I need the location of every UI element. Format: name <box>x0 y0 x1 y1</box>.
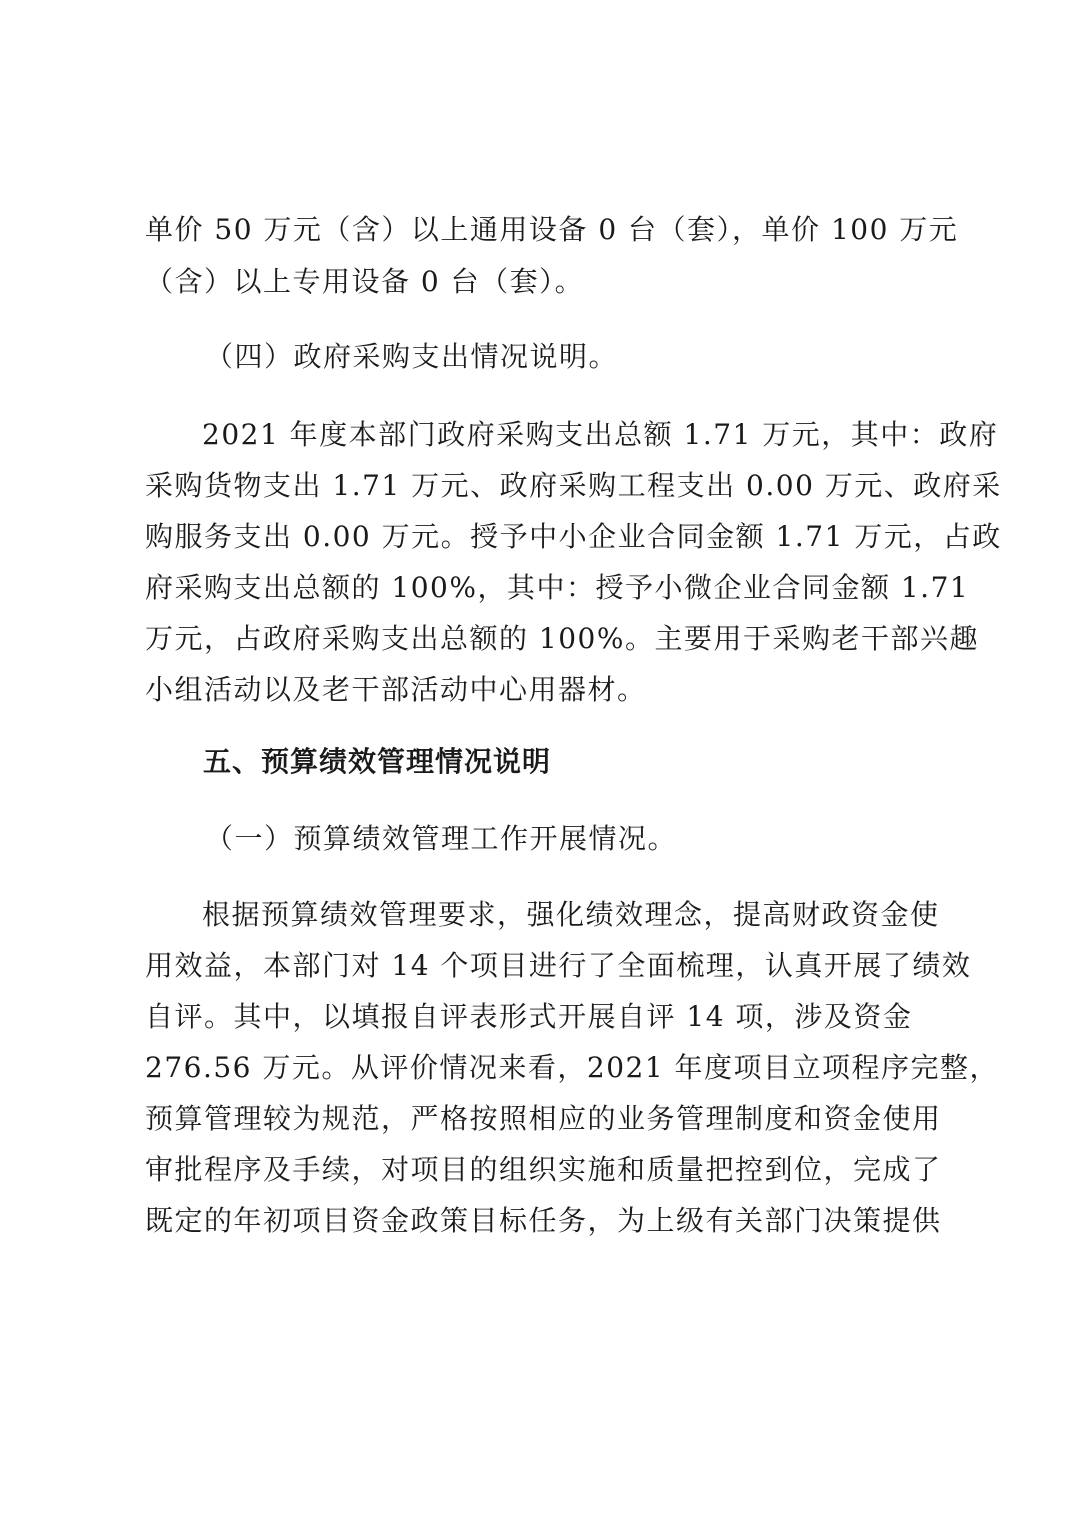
paragraph-line: 采购货物支出 1.71 万元、政府采购工程支出 0.00 万元、政府采 <box>145 469 1002 502</box>
paragraph-line: 既定的年初项目资金政策目标任务，为上级有关部门决策提供 <box>145 1204 942 1237</box>
paragraph-line: 购服务支出 0.00 万元。授予中小企业合同金额 1.71 万元，占政 <box>145 520 1002 553</box>
paragraph-line: 府采购支出总额的 100%，其中：授予小微企业合同金额 1.71 <box>145 571 970 604</box>
paragraph-line: 用效益，本部门对 14 个项目进行了全面梳理，认真开展了绩效 <box>145 949 972 982</box>
paragraph-line: 根据预算绩效管理要求，强化绩效理念，提高财政资金使 <box>202 898 940 931</box>
subsection-heading: （一）预算绩效管理工作开展情况。 <box>205 822 678 855</box>
paragraph-line: 单价 50 万元（含）以上通用设备 0 台（套），单价 100 万元 <box>145 213 959 246</box>
paragraph-line: 万元，占政府采购支出总额的 100%。主要用于采购老干部兴趣 <box>145 622 979 655</box>
paragraph-line: （含）以上专用设备 0 台（套）。 <box>145 265 585 298</box>
subsection-heading: （四）政府采购支出情况说明。 <box>205 340 619 373</box>
paragraph-line: 自评。其中，以填报自评表形式开展自评 14 项，涉及资金 <box>145 1000 913 1033</box>
paragraph-line: 审批程序及手续，对项目的组织实施和质量把控到位，完成了 <box>145 1153 942 1186</box>
section-heading: 五、预算绩效管理情况说明 <box>203 745 552 778</box>
paragraph-line: 预算管理较为规范，严格按照相应的业务管理制度和资金使用 <box>145 1102 942 1135</box>
paragraph-line: 2021 年度本部门政府采购支出总额 1.71 万元，其中：政府 <box>202 418 999 451</box>
paragraph-line: 小组活动以及老干部活动中心用器材。 <box>145 673 647 706</box>
paragraph-line: 276.56 万元。从评价情况来看，2021 年度项目立项程序完整， <box>145 1051 1000 1084</box>
